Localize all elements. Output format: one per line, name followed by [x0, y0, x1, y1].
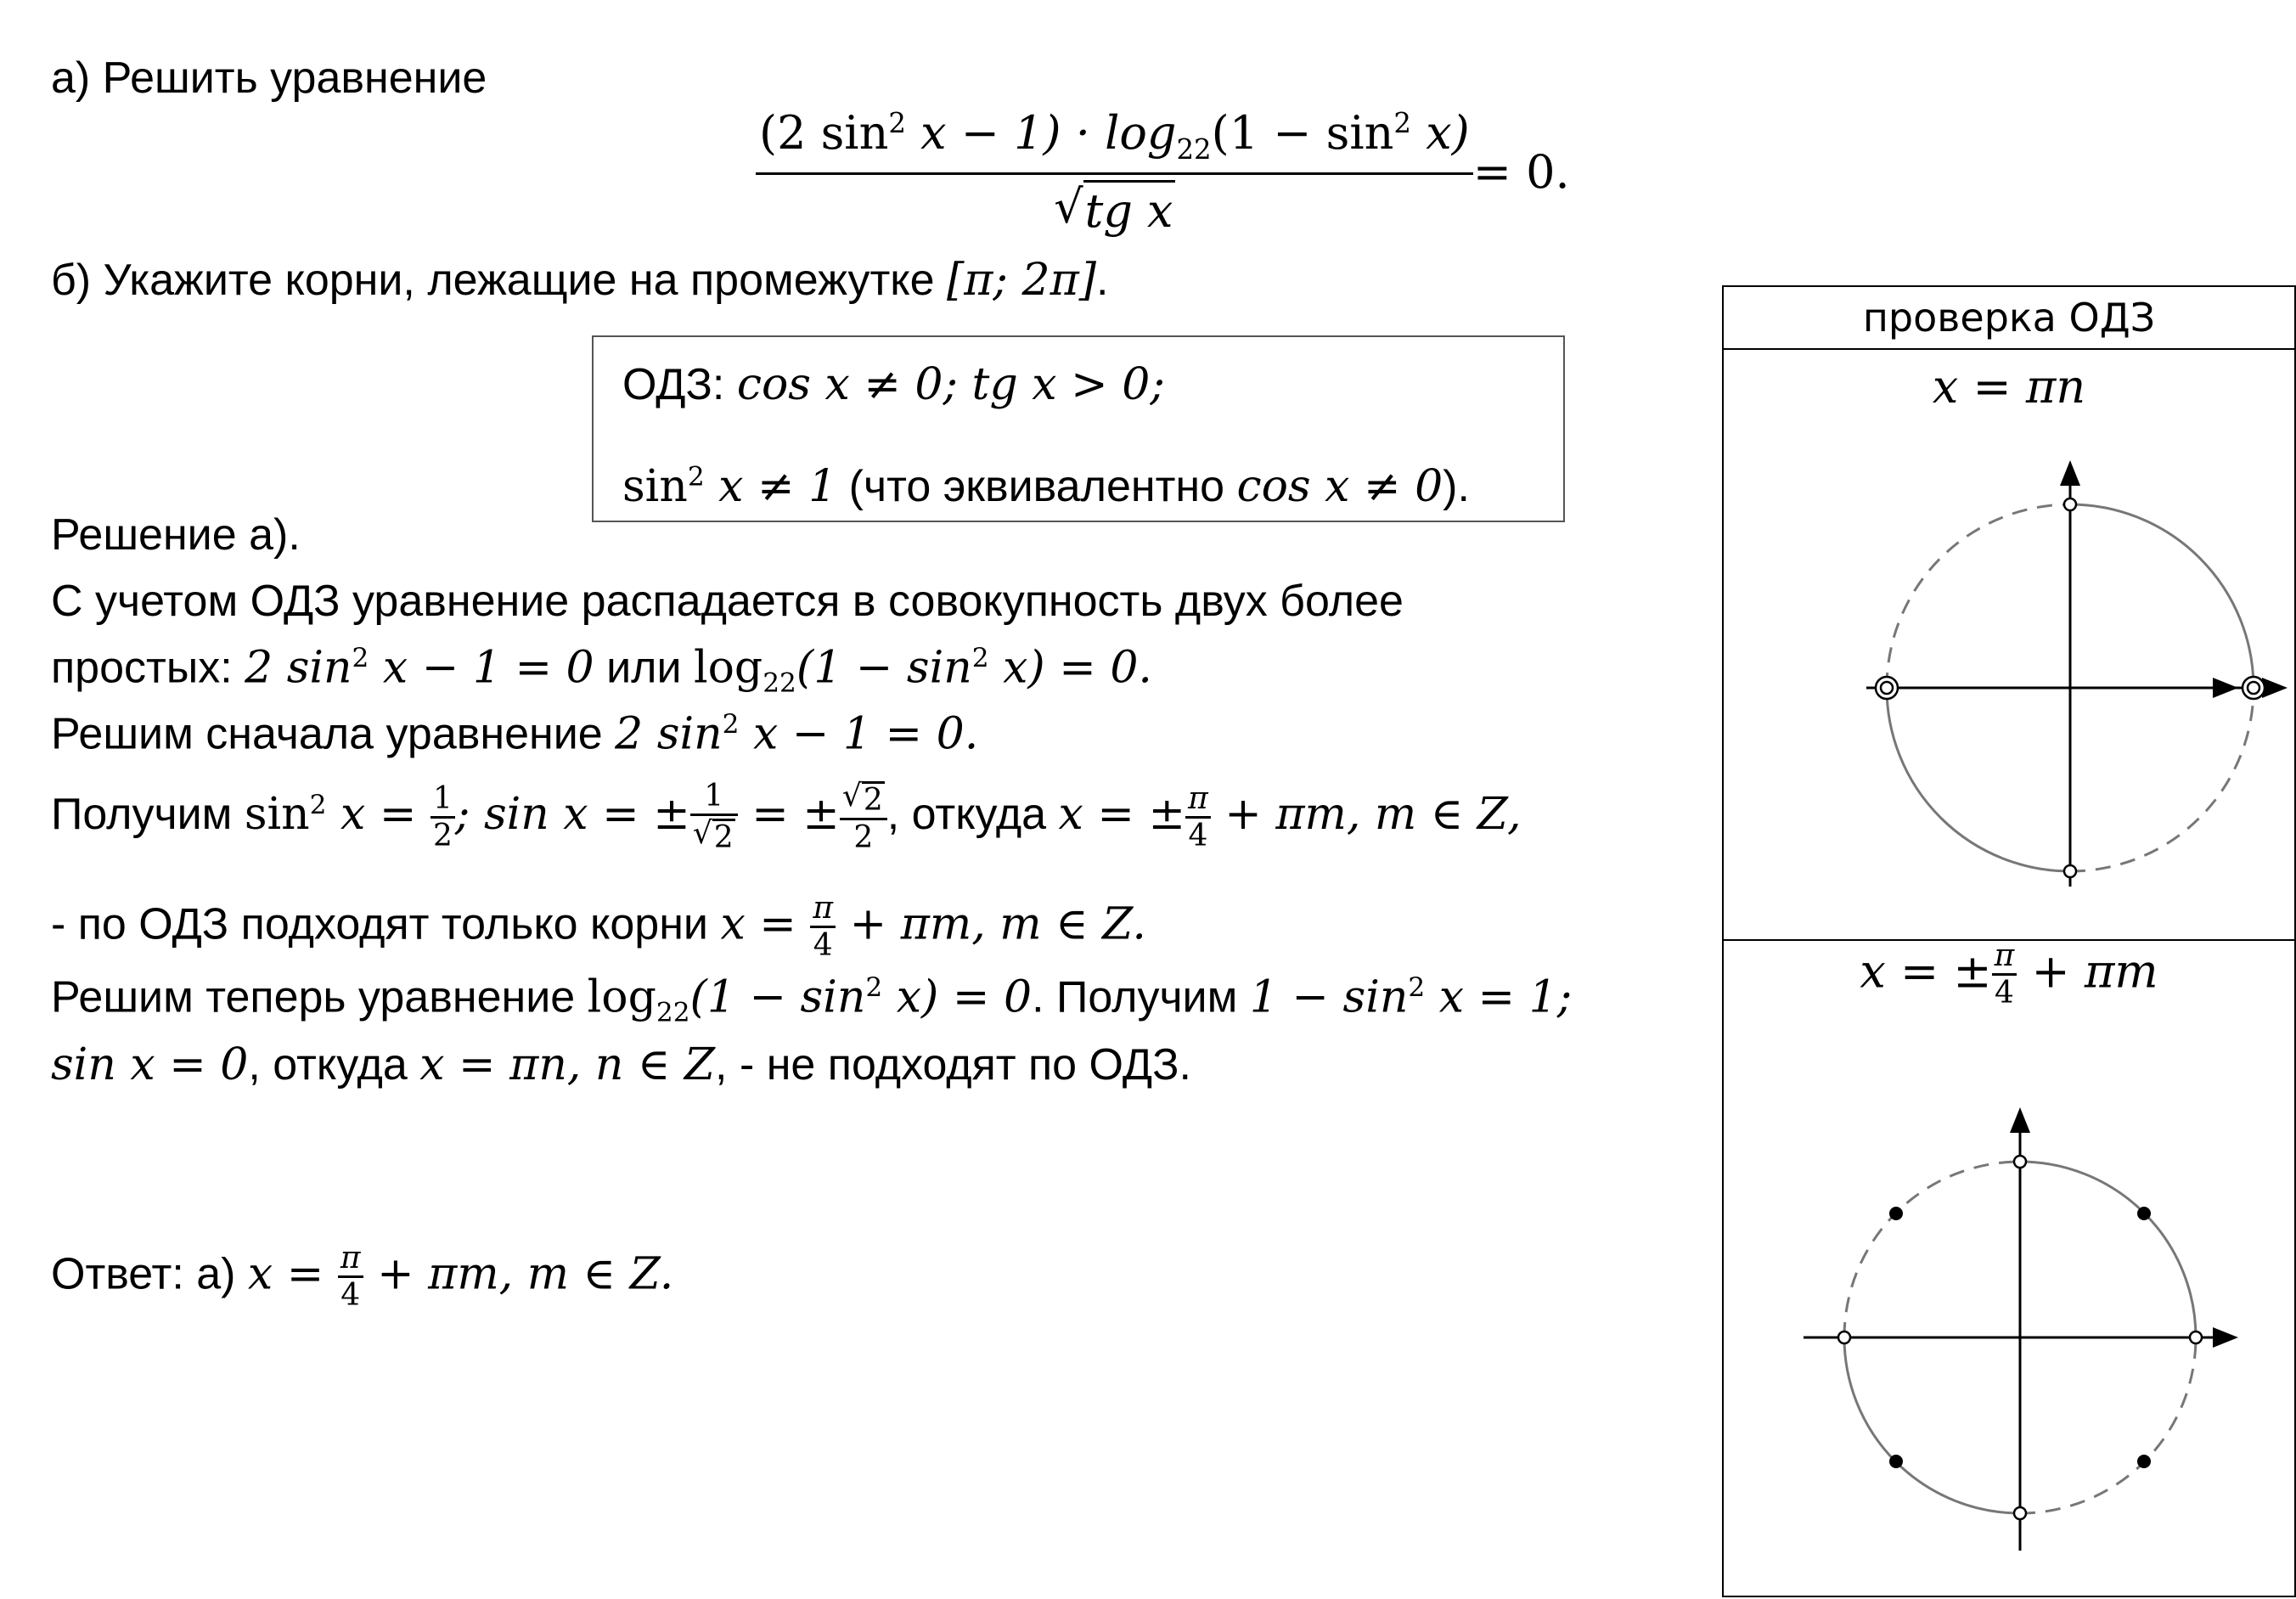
solution-line-4: Получим $\sin^2 x$ = $\frac{1}{2}$ ; sin x = ± 1 √ 2 = ± √ 2 2 , откуда x = ± $\frac{\pi}{4}$ + πm, m ∈ Z, — [51, 779, 1522, 855]
equation-rhs: = 0. — [1472, 144, 1570, 199]
unit-circle-diagrams — [1724, 287, 2296, 1599]
solid-arc — [2020, 1162, 2196, 1337]
solid-arc — [2070, 504, 2254, 688]
root-point-inner — [1881, 682, 1893, 694]
root-point — [1889, 1455, 1903, 1468]
check-label-pi-n: x = πn — [1932, 360, 2086, 414]
root-point-inner — [2248, 682, 2259, 694]
solid-arc — [1844, 1337, 2020, 1513]
solution-line-2: простых: 2 $\sin^2 x - 1 = 0$ или $\log_{22}(1 - \sin^2 x) = 0$. — [51, 642, 1152, 699]
excluded-point — [2014, 1156, 2026, 1168]
excluded-point — [2190, 1332, 2202, 1343]
equation-fraction — [756, 106, 1473, 238]
excluded-point — [2064, 498, 2076, 510]
part-a-heading: а) Решить уравнение — [51, 53, 487, 103]
check-label-pi-over-4: x = ± $\frac{\pi}{4}$ + πm — [1860, 938, 2158, 1011]
root-point — [2137, 1455, 2151, 1468]
root-point — [2137, 1207, 2151, 1220]
excluded-point — [2064, 865, 2076, 877]
root-point — [1889, 1207, 1903, 1220]
odz-box — [592, 335, 1565, 522]
excluded-point — [1838, 1332, 1850, 1343]
odz-line-2: $\sin^2 x \ne 1$ (что эквивалентно cos x ≠ 0). — [622, 461, 1470, 512]
odz-line-1: ОДЗ: cos x ≠ 0; tg x > 0; — [622, 359, 1165, 410]
part-b-heading: б) Укажите корни, лежащие на промежутке [π; 2π]. — [51, 255, 1109, 306]
check-panel-title: проверка ОДЗ — [1724, 287, 2294, 350]
dashed-arc — [1844, 1162, 2020, 1337]
dashed-arc — [2070, 688, 2254, 871]
solution-line-5: - по ОДЗ подходят только корни x = $\frac{\pi}{4}$ + πm, m ∈ Z. — [51, 891, 1146, 963]
solution-line-7: sin x = 0, откуда x = πn, n ∈ Z, - не подходят по ОДЗ. — [51, 1039, 1191, 1090]
solid-arc — [1887, 688, 2070, 871]
equation-denominator: √ tg x — [1054, 179, 1173, 238]
dashed-arc — [1887, 504, 2070, 688]
fraction-sqrt2-over-2: √ 2 2 — [840, 781, 887, 853]
dashed-arc — [2020, 1337, 2196, 1513]
fraction-pi-over-4: $\frac{\pi}{4}$ — [1185, 784, 1211, 852]
solution-heading: Решение а). — [51, 510, 301, 560]
main-equation — [756, 106, 1570, 238]
answer-line: Ответ: а) x = $\frac{\pi}{4}$ + πm, m ∈ Z. — [51, 1241, 674, 1313]
unit-circle-pi-over-4 — [1804, 1112, 2233, 1551]
sqrt-symbol: √ — [1054, 179, 1083, 234]
equation-numerator: (2 $\sin^2 x - 1) \cdot \log_{22}(1 - \sin^2 x)$ — [756, 106, 1473, 175]
fraction-pi-over-4: $\frac{\pi}{4}$ — [338, 1243, 363, 1311]
excluded-point — [2014, 1507, 2026, 1519]
fraction-one-over-sqrt2: 1 √ 2 — [690, 781, 738, 853]
unit-circle-pi-n — [1866, 287, 2282, 1153]
solution-line-1: С учетом ОДЗ уравнение распадается в совокупность двух более — [51, 577, 1404, 626]
fraction-one-half: $\frac{1}{2}$ — [430, 784, 455, 852]
odz-check-panel — [1722, 285, 2296, 1597]
fraction-pi-over-4: $\frac{\pi}{4}$ — [810, 893, 836, 961]
solution-line-3: Решим сначала уравнение 2 $\sin^2 x - 1 = 0$. — [51, 708, 979, 760]
solution-line-6: Решим теперь уравнение $\log_{22}(1 - \sin^2 x) = 0$. Получим $1 - \sin^2 x = 1$; — [51, 971, 1573, 1028]
